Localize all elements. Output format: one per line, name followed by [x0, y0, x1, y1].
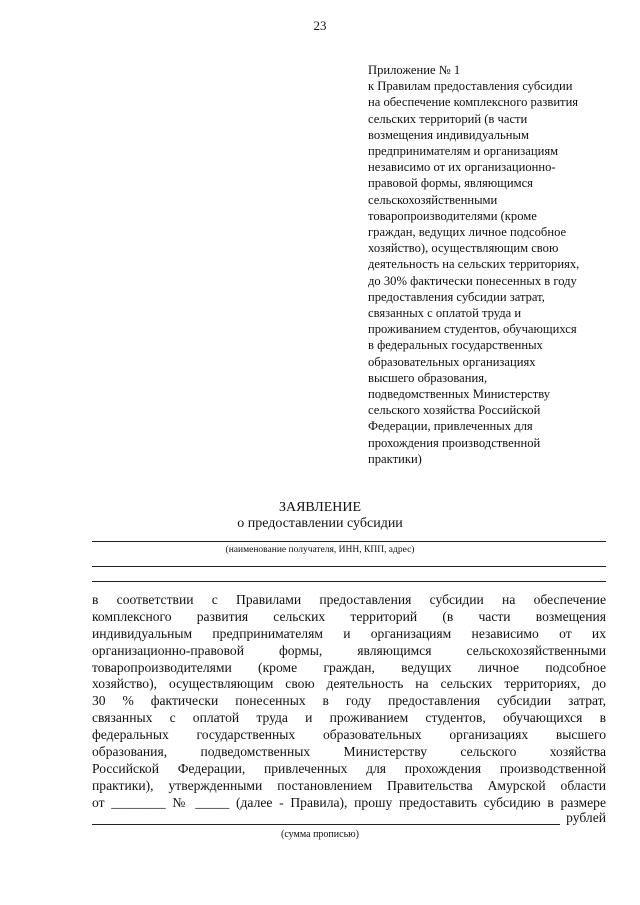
appendix-line: сельскохозяйственными [368, 192, 498, 207]
appendix-line: предоставления субсидии затрат, [368, 289, 545, 304]
body-line: организационно-правовой формы, являющимся сельскохозяйственными [92, 642, 606, 658]
appendix-line: товаропроизводителями (кроме [368, 208, 537, 223]
appendix-line: к Правилам предоставления субсидии [368, 79, 573, 94]
body-line: от ________ № _____ (далее - Правила), прошу предоставить субсидию в размере [92, 794, 606, 810]
document-subtitle: о предоставлении субсидии [237, 516, 403, 531]
body-line: практики), утвержденными постановлением Правительства Амурской области [92, 777, 606, 793]
appendix-line: правовой формы, являющимся [368, 176, 533, 191]
appendix-line: деятельность на сельских территориях, [368, 257, 580, 272]
appendix-line: практики) [368, 451, 422, 466]
appendix-line: Приложение № 1 [368, 63, 461, 77]
appendix-line: на обеспечение комплексного развития [368, 95, 579, 110]
appendix-line: прохождения производственной [368, 435, 541, 450]
appendix-line: сельских территорий (в части [368, 111, 528, 126]
rubles-label: рублей [566, 810, 606, 825]
body-line: 30 % фактически понесенных в году предоставления субсидии затрат, [92, 693, 606, 709]
body-line: образования, подведомственных Министерству сельского хозяйства [92, 744, 606, 760]
document-title: ЗАЯВЛЕНИЕ [278, 500, 362, 515]
body-line: товаропроизводителями (кроме граждан, ведущих личное подсобное [92, 659, 606, 675]
body-line: Российской Федерации, привлеченных для прохождения производственной [92, 760, 606, 776]
recipient-field-line-2[interactable] [92, 566, 606, 567]
appendix-line: сельского хозяйства Российской [368, 403, 541, 418]
body-line: федеральных государственных образовательных организациях высшего [92, 727, 606, 743]
appendix-line: Федерации, привлеченных для [368, 419, 533, 434]
appendix-line: связанных с оплатой труда и [368, 306, 522, 321]
recipient-caption: (наименование получателя, ИНН, КПП, адрес) [225, 545, 415, 555]
appendix-line: высшего образования, [368, 370, 488, 385]
recipient-field-line[interactable] [92, 541, 606, 542]
body-line: комплексного развития сельских территорий (в части возмещения [92, 608, 606, 624]
appendix-line: независимо от их организационно- [368, 160, 556, 175]
appendix-line: предпринимателям и организациям [368, 144, 559, 159]
appendix-line: до 30% фактически понесенных в году [368, 273, 577, 288]
recipient-field-line-3[interactable] [92, 581, 606, 582]
body-line: связанных с оплатой труда и проживанием студентов, обучающихся в [92, 710, 606, 726]
amount-field-line[interactable] [92, 824, 560, 825]
appendix-line: подведомственных Министерству [368, 387, 551, 402]
body-line: хозяйство), осуществляющим свою деятельность на сельских территориях, до [92, 676, 606, 692]
appendix-line: в федеральных государственных [368, 338, 543, 353]
appendix-line: образовательных организациях [368, 354, 536, 369]
appendix-line: хозяйство), осуществляющим свою [368, 241, 559, 256]
appendix-block [368, 62, 630, 467]
body-line: в соответствии с Правилами предоставления субсидии на обеспечение [92, 592, 606, 607]
appendix-line: граждан, ведущих личное подсобное [368, 225, 567, 240]
body-line: индивидуальным предпринимателям и организациям независимо от их [92, 625, 606, 641]
page-number: 23 [313, 18, 327, 33]
amount-caption: (сумма прописью) [281, 829, 359, 840]
application-body [92, 592, 606, 812]
appendix-line: проживанием студентов, обучающихся [368, 322, 577, 337]
appendix-line: возмещения индивидуальным [368, 127, 529, 142]
